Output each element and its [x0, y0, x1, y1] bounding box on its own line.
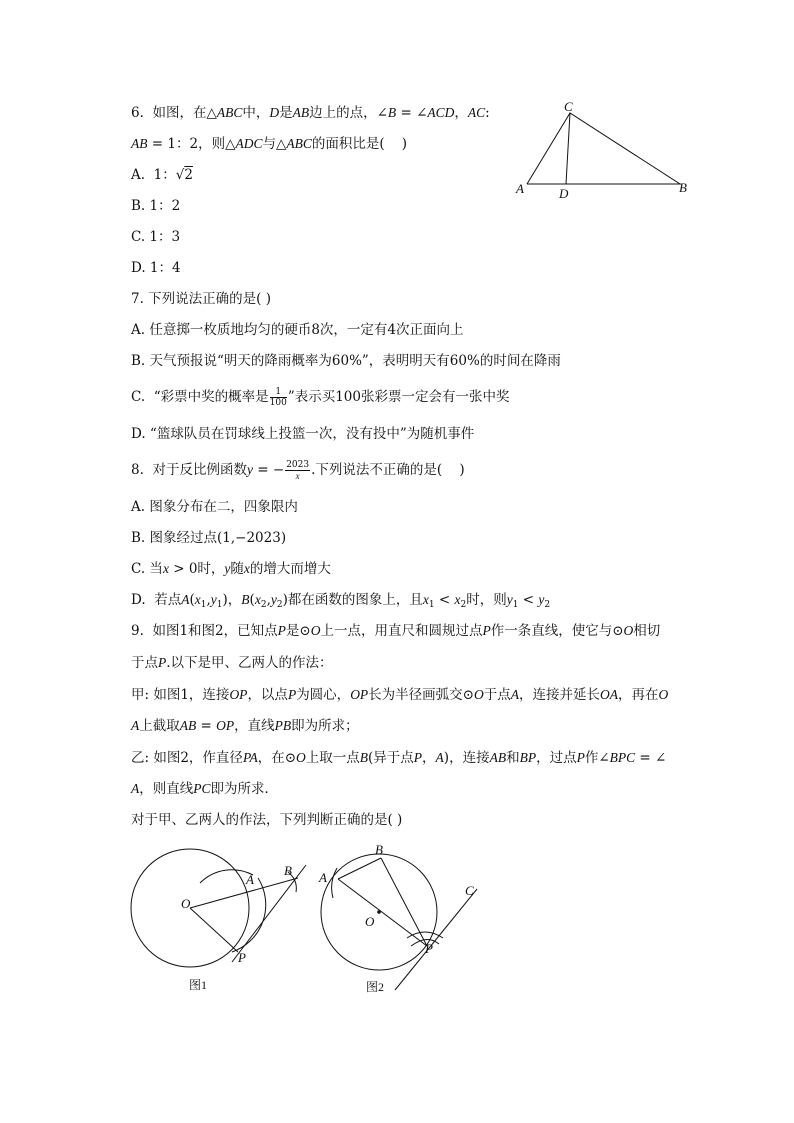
q8-stem: 8. 对于反比例函数y = − $\frac{2023}{x}$ .下列说法不正确的是( ) [131, 460, 465, 481]
q9-stem-line2: 于点P.以下是甲、乙两人的作法： [131, 655, 333, 671]
q6-option-b: B. 1：2 [131, 198, 181, 214]
q9-figure-1 [128, 840, 328, 1000]
fig2-label-c: C [465, 883, 474, 898]
q6-option-d: D. 1：4 [131, 260, 181, 276]
fig2-label-o: O [365, 914, 375, 929]
q7-option-c: C. “彩票中奖的概率是 $\frac{1}{100}$ ”表示买100张彩票一定会有一张中奖 [131, 387, 510, 408]
fig2-label-b: B [375, 842, 383, 857]
q8-option-c: C. 当x > 0时，y随x的增大而增大 [131, 561, 331, 577]
q9-stem-line1: 9. 如图1和图2，已知点P是⊙O上一点，用直尺和圆规过点P作一条直线，使它与⊙O相切 [131, 623, 661, 639]
q8-option-d: D. 若点$A(x_1,y_1)$，$B(x_2,y_2)$都在函数的图象上，且$x_1 < x_2$时，则$y_1 < y_2$ [131, 592, 551, 610]
fig2-label-a: A [319, 870, 327, 885]
q9-question: 对于甲、乙两人的作法，下列判断正确的是( ) [131, 812, 403, 828]
q7-option-b: B. 天气预报说“明天的降雨概率为60%”，表明明天有60%的时间在降雨 [131, 353, 561, 369]
q6-option-a: A. 1：√2 [131, 167, 193, 183]
q6-option-c: C. 1：3 [131, 229, 181, 245]
fig1-label-b: B [284, 863, 292, 878]
q6-stem-line1: 6. 如图，在△ABC中，D是AB边上的点，∠B = ∠ACD，AC: [131, 105, 490, 121]
q9-figure-2 [315, 840, 515, 1000]
q6-label-a: A [516, 181, 524, 196]
q8-option-a: A. 图象分布在二，四象限内 [131, 499, 298, 515]
fig1-label-p: P [238, 950, 246, 965]
q7-option-a: A. 任意掷一枚质地均匀的硬币8次，一定有4次正面向上 [131, 322, 464, 338]
q6-triangle-figure [510, 100, 700, 205]
q6-stem-line2: AB = 1：2，则△ADC与△ABC的面积比是( ) [131, 136, 408, 152]
fig2-caption: 图2 [366, 980, 385, 994]
fig2-label-p: P [425, 941, 433, 956]
q6-label-d: D [559, 186, 569, 201]
q6-label-b: B [679, 180, 687, 195]
q9-jia-line1: 甲: 如图1，连接OP，以点P为圆心，OP长为半径画弧交⊙O于点A，连接并延长OA，再在O [131, 687, 669, 703]
fig1-label-o: O [181, 896, 191, 911]
q8-option-b: B. 图象经过点(1,−2023) [131, 530, 287, 546]
q9-yi-line1: 乙: 如图2，作直径PA，在⊙O上取一点B(异于点P，A)，连接AB和BP，过点P作∠BPC = ∠ [131, 750, 667, 766]
q9-jia-line2: A上截取AB = OP，直线PB即为所求； [131, 718, 359, 734]
q6-label-c: C [564, 99, 573, 114]
fig1-label-a: A [246, 872, 254, 887]
q9-yi-line2: A，则直线PC即为所求． [131, 781, 279, 797]
q7-stem: 7. 下列说法正确的是( ) [131, 291, 271, 307]
fig1-caption: 图1 [189, 978, 208, 992]
q7-option-d: D. “篮球队员在罚球线上投篮一次，没有投中”为随机事件 [131, 426, 475, 442]
